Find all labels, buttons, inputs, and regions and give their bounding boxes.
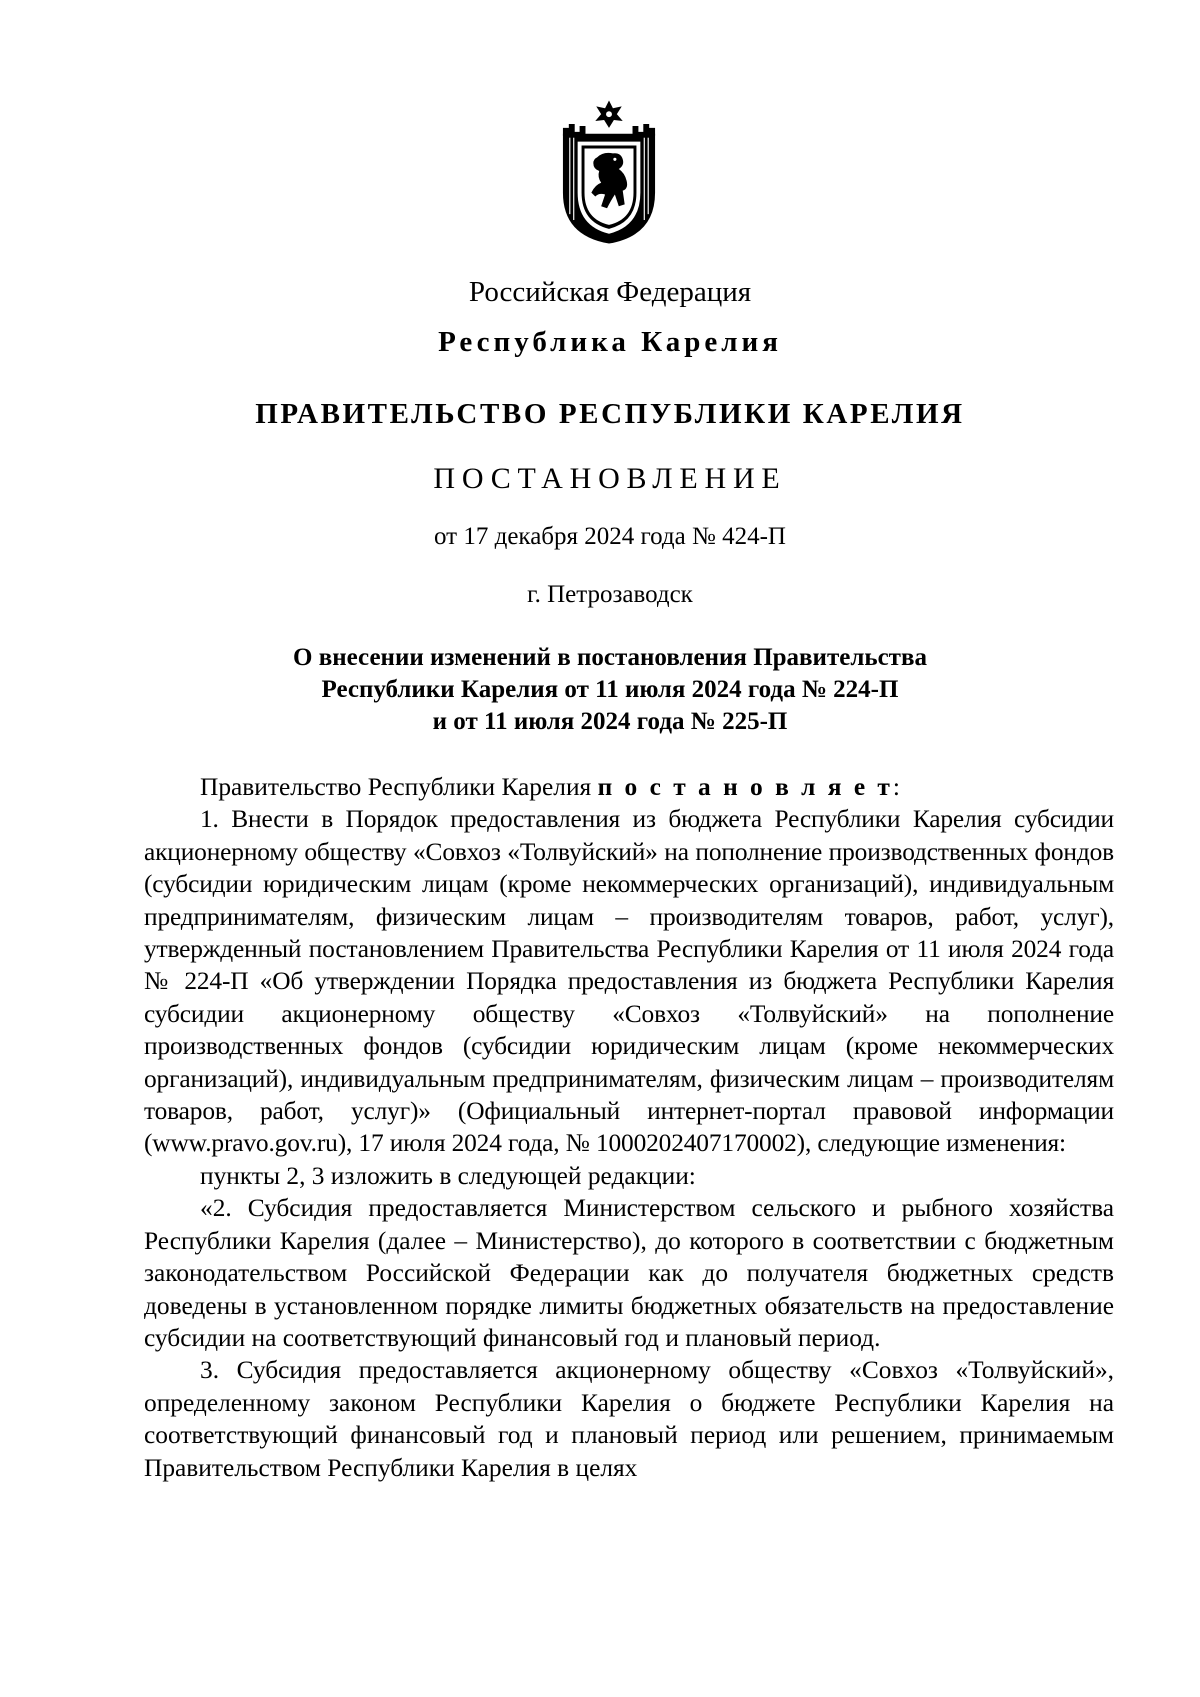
document-type: ПОСТАНОВЛЕНИЕ [433,462,787,495]
document-body [144,771,1114,1484]
intro-text: Правительство Республики Карелия [200,773,598,801]
intro-paragraph [144,771,1114,803]
paragraph-3: «2. Субсидия предоставляется Министерством сельского и рыбного хозяйства Республики Карелия (далее – Министерство), до которого в соответствии с бюджетным законодательством Российской Федерации как до получателя бюджетных средств доведены в установленном порядке лимиты бюджетных обязательств на предоставление субсидии на соответствующий финансовый год и плановый период. [144,1194,1114,1352]
country-name: Российская Федерация [468,276,752,308]
document-city: г. Петрозаводск [527,581,693,608]
document-title [140,642,1080,738]
document-date-number: от 17 декабря 2024 года № 424-П [434,523,786,550]
paragraph-4: 3. Субсидия предоставляется акционерному обществу «Совхоз «Толвуйский», определенному законом Республики Карелия о бюджете Республики Карелия на соответствующий финансовый год и плановый период или решением, принимаемым Правительством Республики Карелия в целях [144,1356,1114,1482]
intro-keyword: п о с т а н о в л я е т [597,773,893,801]
intro-colon: : [892,773,900,801]
paragraph-2: пункты 2, 3 изложить в следующей редакции: [200,1161,696,1190]
republic-name: Республика Карелия [438,326,782,358]
paragraph-1: 1. Внести в Порядок предоставления из бюджета Республики Карелия субсидии акционерному обществу «Совхоз «Толвуйский» на пополнение производственных фондов (субсидии юридическим лицам (кроме некоммерческих организаций), индивидуальным предпринимателям, физическим лицам – производителям товаров, работ, услуг), утвержденный постановлением Правительства Республики Карелия от 11 июля 2024 года № 224-П «Об утверждении Порядка предоставления из бюджета Республики Карелия субсидии акционерному обществу «Совхоз «Толвуйский» на пополнение производственных фондов (субсидии юридическим лицам (кроме некоммерческих организаций), индивидуальным предпринимателям, физическим лицам – производителям товаров, работ, услуг)» (Официальный интернет-портал правовой информации (www.pravo.gov.ru), 17 июля 2024 года, № 1000202407170002), следующие изменения: [144,805,1114,1158]
title-line: Республики Карелия от 11 июля 2024 года № 224-П [321,676,899,703]
title-line: и от 11 июля 2024 года № 225-П [432,708,788,735]
coat-of-arms-icon [560,98,658,246]
government-name: ПРАВИТЕЛЬСТВО РЕСПУБЛИКИ КАРЕЛИЯ [255,398,965,430]
title-line: О внесении изменений в постановления Правительства [293,644,927,671]
